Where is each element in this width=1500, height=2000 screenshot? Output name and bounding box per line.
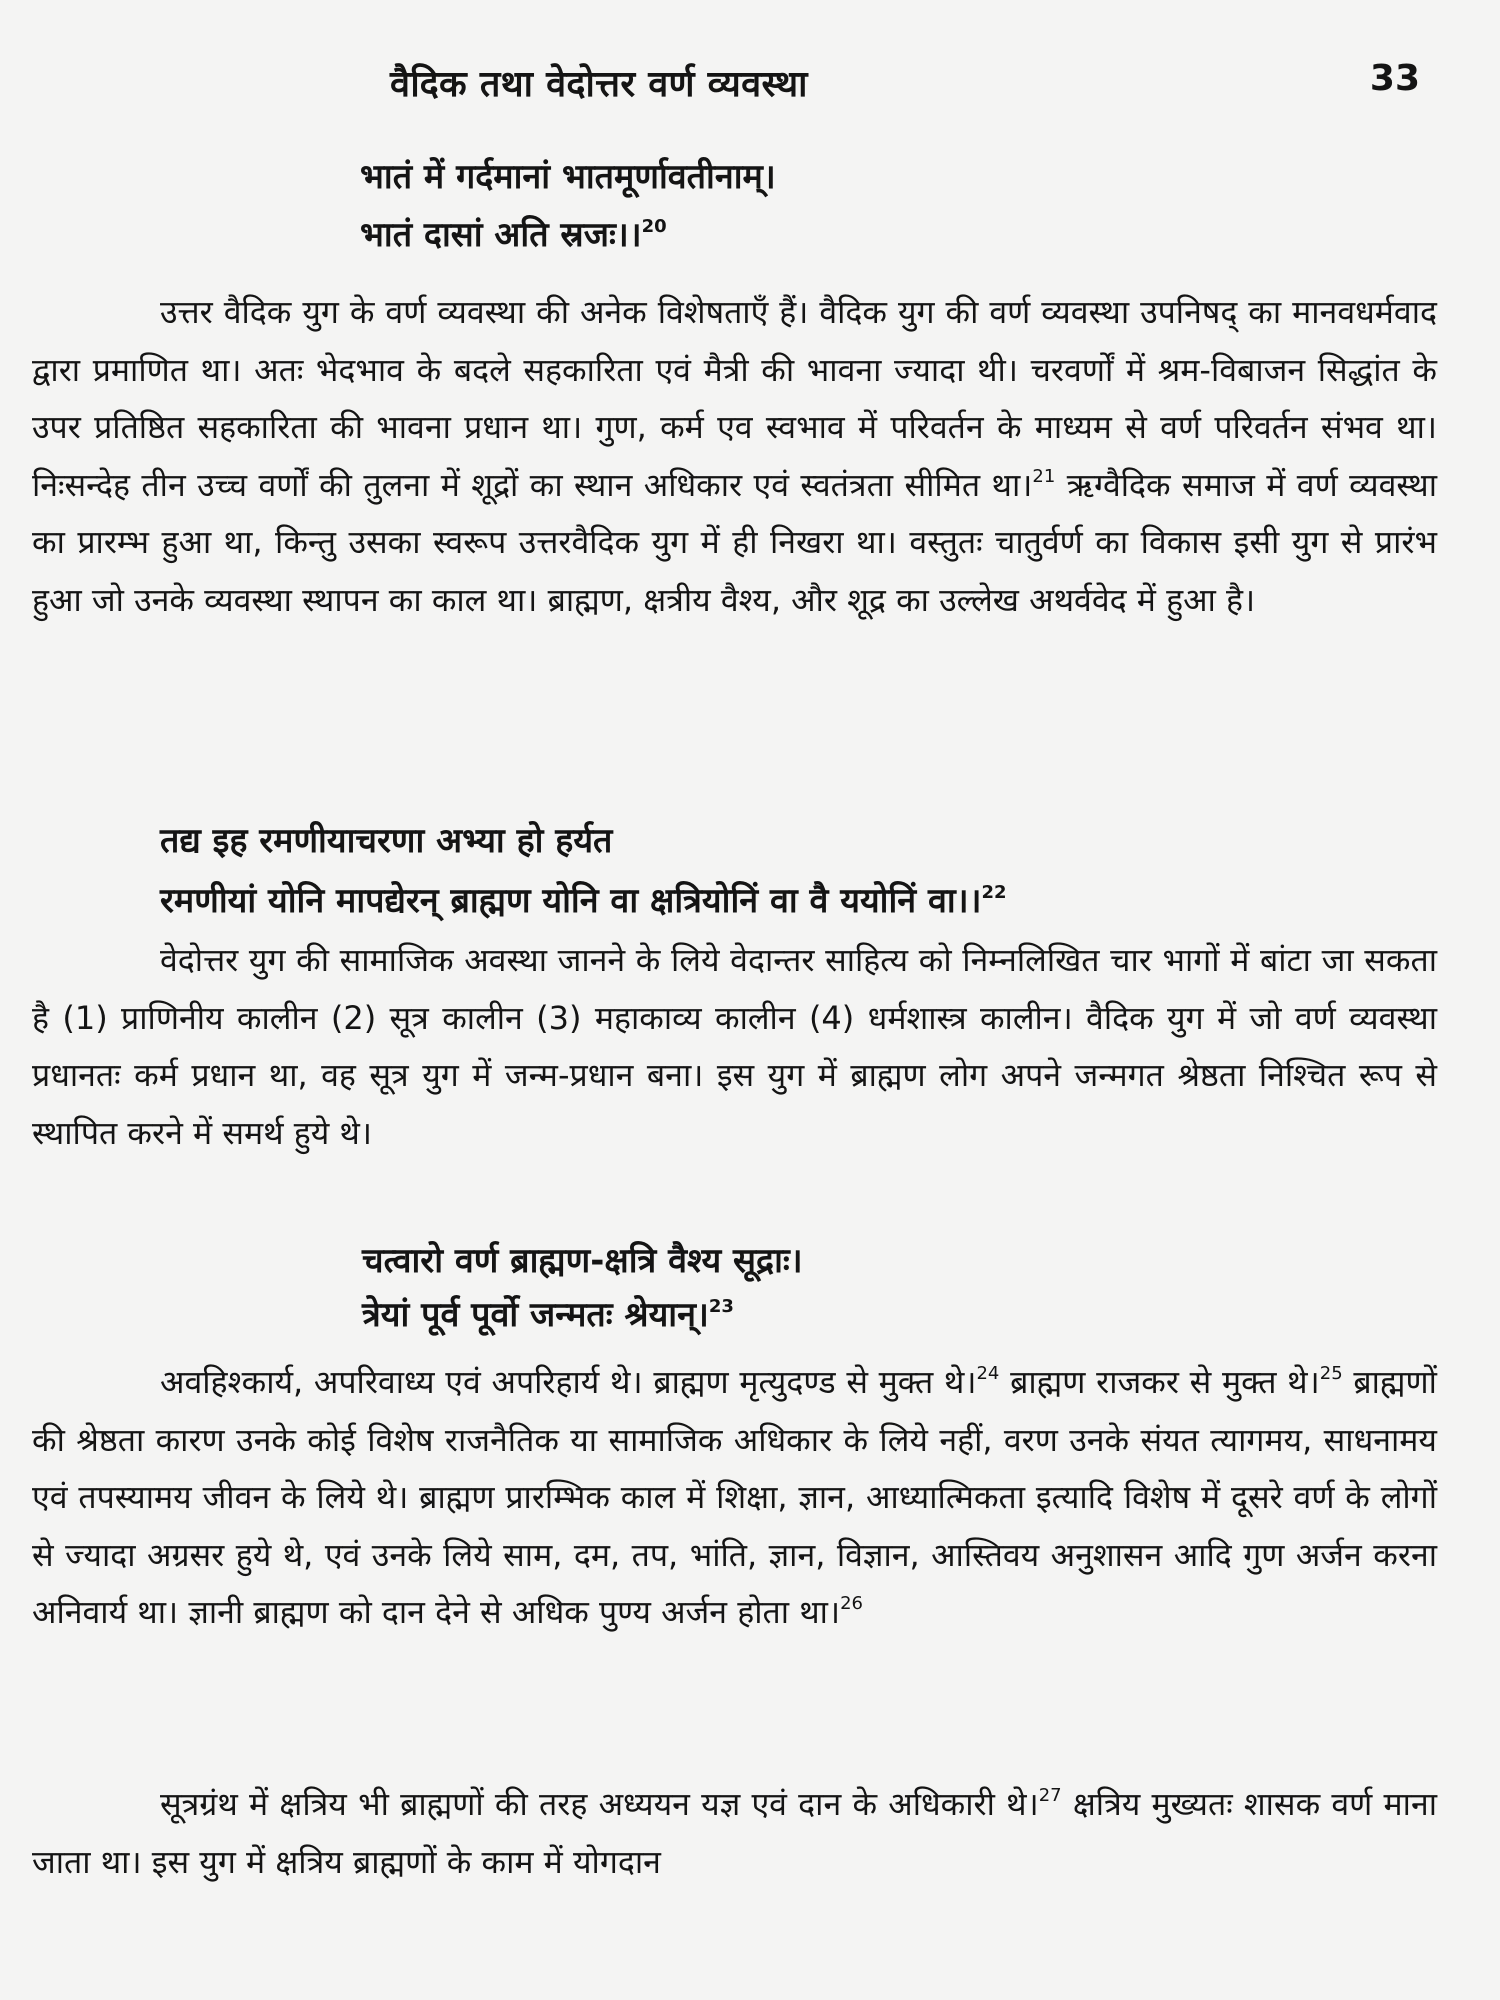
footnote-ref-25: 25 xyxy=(1319,1363,1343,1385)
verse-2-line-1: तद्य इह रमणीयाचरणा अभ्या हो हर्यत xyxy=(160,821,613,861)
verse-1-line-2: भातं दासां अति स्रजः।।$^{20}$ xyxy=(360,215,667,255)
footnote-ref-23: 23 xyxy=(708,1295,734,1317)
paragraph-2: वेदोत्तर युग की सामाजिक अवस्था जानने के लिये वेदान्तर साहित्य को निम्नलिखित चार भागों में बांटा जा सकता है (1) प्राणिनीय कालीन (2) सूत्र कालीन (3) महाकाव्य कालीन (4) धर्मशास्त्र कालीन। वैदिक युग में जो वर्ण व्यवस्था प्रधानतः कर्म प्रधान था, वह सूत्र युग में जन्म-प्रधान बना। इस युग में ब्राह्मण लोग अपने जन्मगत श्रेष्ठता निश्चित रूप से स्थापित करने में समर्थ हुये थे। xyxy=(32,941,1437,1152)
paragraph-4: सूत्रग्रंथ में क्षत्रिय भी ब्राह्मणों की तरह अध्ययन यज्ञ एवं दान के अधिकारी थे।$^{27}$ क्षत्रिय मुख्यतः शासक वर्ण माना जाता था। इस युग में क्षत्रिय ब्राह्मणों के काम में योगदान xyxy=(32,1785,1437,1881)
verse-3-line-1: चत्वारो वर्ण ब्राह्मण-क्षत्रि वैश्य सूद्राः। xyxy=(362,1241,803,1281)
verse-1-line-1: भातं में गर्दमानां भातमूर्णावतीनाम्। xyxy=(360,157,776,197)
footnote-ref-22: 22 xyxy=(981,881,1007,903)
footnote-ref-26: 26 xyxy=(840,1593,863,1615)
footnote-ref-27: 27 xyxy=(1038,1785,1062,1807)
verse-3-line-2: त्रेयां पूर्व पूर्वो जन्मतः श्रेयान्।$^{23}$ xyxy=(362,1295,734,1335)
page-number: 33 xyxy=(1369,58,1420,99)
running-header-title: वैदिक तथा वेदोत्तर वर्ण व्यवस्था xyxy=(390,64,808,105)
footnote-ref-20: 20 xyxy=(641,215,667,237)
paragraph-3: अवहिश्कार्य, अपरिवाध्य एवं अपरिहार्य थे। ब्राह्मण मृत्युदण्ड से मुक्त थे।$^{24}$ ब्राह्मण राजकर से मुक्त थे।$^{25}$ ब्राह्मणों की श्रेष्ठता कारण उनके कोई विशेष राजनैतिक या सामाजिक अधिकार के लिये नहीं, वरण उनके संयत त्यागमय, साधनामय एवं तपस्यामय जीवन के लिये थे। ब्राह्मण प्रारम्भिक काल में शिक्षा, ज्ञान, आध्यात्मिकता इत्यादि विशेष में दूसरे वर्ण के लोगों से ज्यादा अग्रसर हुये थे, एवं उनके लिये साम, दम, तप, भांति, ज्ञान, विज्ञान, आस्तिवय अनुशासन आदि गुण अर्जन करना अनिवार्य था। ज्ञानी ब्राह्मण को दान देने से अधिक पुण्य अर्जन होता था।$^{26}$ xyxy=(32,1363,1437,1631)
paragraph-1: उत्तर वैदिक युग के वर्ण व्यवस्था की अनेक विशेषताएँ हैं। वैदिक युग की वर्ण व्यवस्था उपनिषद् का मानवधर्मवाद द्वारा प्रमाणित था। अतः भेदभाव के बदले सहकारिता एवं मैत्री की भावना ज्यादा थी। चरवर्णों में श्रम-विबाजन सिद्धांत के उपर प्रतिष्ठित सहकारिता की भावना प्रधान था। गुण, कर्म एव स्वभाव में परिवर्तन के माध्यम से वर्ण परिवर्तन संभव था। निःसन्देह तीन उच्च वर्णों की तुलना में शूद्रों का स्थान अधिकार एवं स्वतंत्रता सीमित था।$^{21}$ ऋग्वैदिक समाज में वर्ण व्यवस्था का प्रारम्भ हुआ था, किन्तु उसका स्वरूप उत्तरवैदिक युग में ही निखरा था। वस्तुतः चातुर्वर्ण का विकास इसी युग से प्रारंभ हुआ जो उनके व्यवस्था स्थापन का काल था। ब्राह्मण, क्षत्रीय वैश्य, और शूद्र का उल्लेख अथर्ववेद में हुआ है। xyxy=(32,293,1437,619)
footnote-ref-24: 24 xyxy=(976,1363,1000,1385)
footnote-ref-21: 21 xyxy=(1032,465,1056,487)
verse-2-line-2: रमणीयां योनि मापद्येरन् ब्राह्मण योनि वा क्षत्रियोनिं वा वै ययोनिं वा।।$^{22}$ xyxy=(160,881,1007,921)
